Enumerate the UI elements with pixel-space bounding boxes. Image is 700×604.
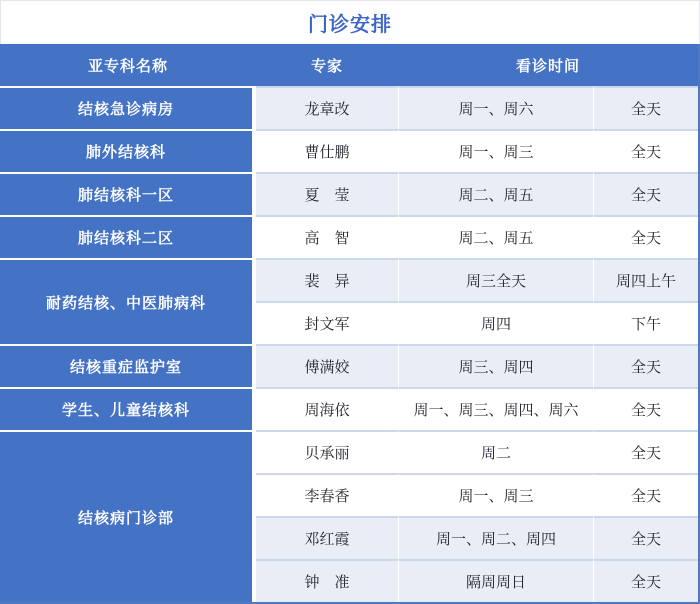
department-cell: 肺结核科一区 — [0, 172, 256, 215]
header-cell-time: 看诊时间 — [515, 57, 580, 75]
department-cell: 结核重症监护室 — [0, 344, 256, 387]
period-cell: 全天 — [593, 344, 698, 387]
period-cell: 全天 — [593, 430, 698, 473]
days-cell: 周三全天 — [398, 258, 593, 301]
days-cell: 周二、周五 — [398, 172, 593, 215]
schedule-table — [0, 44, 700, 604]
days-cell: 周二 — [398, 430, 593, 473]
expert-cell: 周海依 — [256, 387, 398, 430]
department-cell: 结核病门诊部 — [0, 430, 256, 602]
page-title: 门诊安排 — [308, 14, 392, 36]
days-cell: 隔周周日 — [398, 559, 593, 602]
days-cell: 周一、周三、周四、周六 — [398, 387, 593, 430]
expert-cell: 贝承丽 — [256, 430, 398, 473]
title-bar — [0, 0, 700, 44]
expert-cell: 李春香 — [256, 473, 398, 516]
expert-cell: 曹仕鹏 — [256, 129, 398, 172]
days-cell: 周一、周二、周四 — [398, 516, 593, 559]
period-cell: 下午 — [593, 301, 698, 344]
period-cell: 全天 — [593, 172, 698, 215]
period-cell: 全天 — [593, 215, 698, 258]
header-cell-department: 亚专科名称 — [87, 57, 168, 75]
table-body — [0, 86, 698, 602]
period-cell: 全天 — [593, 86, 698, 129]
period-cell: 周四上午 — [593, 258, 698, 301]
period-cell: 全天 — [593, 559, 698, 602]
expert-cell: 钟 准 — [256, 559, 398, 602]
department-cell: 结核急诊病房 — [0, 86, 256, 129]
period-cell: 全天 — [593, 129, 698, 172]
days-cell: 周四 — [398, 301, 593, 344]
period-cell: 全天 — [593, 387, 698, 430]
expert-cell: 夏 莹 — [256, 172, 398, 215]
days-cell: 周二、周五 — [398, 215, 593, 258]
expert-cell: 傅满姣 — [256, 344, 398, 387]
header-cell-expert: 专家 — [310, 57, 343, 75]
department-cell: 肺结核科二区 — [0, 215, 256, 258]
days-cell: 周三、周四 — [398, 344, 593, 387]
expert-cell: 高 智 — [256, 215, 398, 258]
days-cell: 周一、周六 — [398, 86, 593, 129]
table-header-row — [0, 44, 698, 86]
period-cell: 全天 — [593, 473, 698, 516]
period-cell: 全天 — [593, 516, 698, 559]
department-cell: 学生、儿童结核科 — [0, 387, 256, 430]
expert-cell: 裴 异 — [256, 258, 398, 301]
department-cell: 肺外结核科 — [0, 129, 256, 172]
days-cell: 周一、周三 — [398, 473, 593, 516]
expert-cell: 龙章改 — [256, 86, 398, 129]
expert-cell: 封文军 — [256, 301, 398, 344]
expert-cell: 邓红霞 — [256, 516, 398, 559]
department-cell: 耐药结核、中医肺病科 — [0, 258, 256, 344]
days-cell: 周一、周三 — [398, 129, 593, 172]
